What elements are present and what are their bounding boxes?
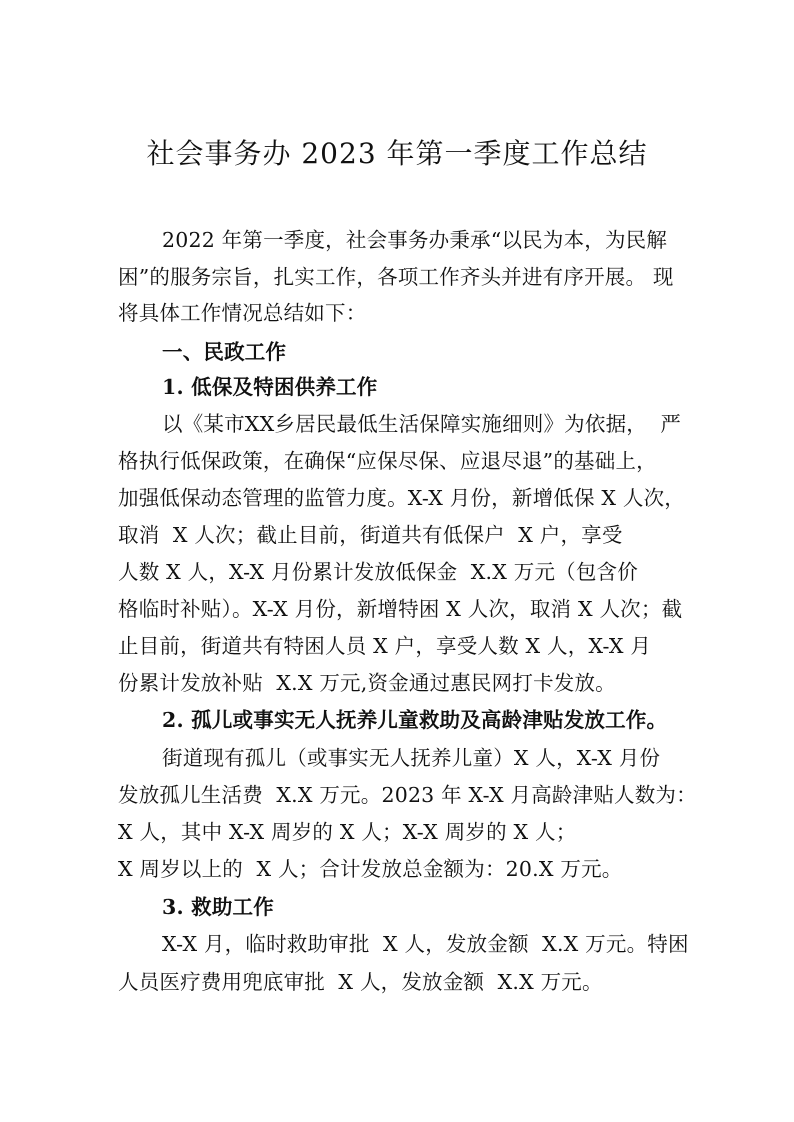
paragraph-line: 2022 年第一季度，社会事务办秉承“以民为本，为民解	[162, 228, 668, 252]
subsection-heading: 3. 救助工作	[162, 895, 274, 919]
paragraph-line: 份累计发放补贴 X.X 万元,资金通过惠民网打卡发放。	[118, 671, 616, 695]
paragraph-line: 困”的服务宗旨，扎实工作，各项工作齐头并进有序开展。 现	[118, 265, 674, 289]
paragraph-line: X 人，其中 X-X 周岁的 X 人；X-X 周岁的 X 人；	[118, 820, 577, 844]
paragraph-line: 人员医疗费用兜底审批 X 人，发放金额 X.X 万元。	[118, 970, 603, 994]
paragraph-line: 人数 X 人，X-X 月份累计发放低保金 X.X 万元（包含价	[118, 560, 638, 584]
paragraph-line: 止目前，街道共有特困人员 X 户，享受人数 X 人，X-X 月	[118, 634, 652, 658]
paragraph-line: 格临时补贴）。X-X 月份，新增特困 X 人次，取消 X 人次；截	[118, 597, 683, 621]
paragraph-line: 将具体工作情况总结如下：	[118, 301, 367, 325]
paragraph-line: 以《某市XX乡居民最低生活保障实施细则》为依据， 严	[162, 412, 682, 436]
paragraph-line: 格执行低保政策，在确保“应保尽保、应退尽退”的基础上，	[118, 449, 657, 473]
subsection-heading: 2. 孤儿或事实无人抚养儿童救助及高龄津贴发放工作。	[162, 708, 668, 732]
paragraph-line: X-X 月，临时救助审批 X 人，发放金额 X.X 万元。特困	[162, 932, 689, 956]
paragraph-line: 取消 X 人次；截止目前，街道共有低保户 X 户，享受	[118, 523, 623, 547]
paragraph-line: X 周岁以上的 X 人；合计发放总金额为：20.X 万元。	[118, 857, 623, 881]
paragraph-line: 发放孤儿生活费 X.X 万元。2023 年 X-X 月高龄津贴人数为：	[118, 783, 697, 807]
document-title: 社会事务办 2023 年第一季度工作总结	[146, 137, 648, 170]
section-heading: 一、民政工作	[162, 340, 287, 364]
paragraph-line: 加强低保动态管理的监管力度。X-X 月份，新增低保 X 人次，	[118, 486, 685, 510]
subsection-heading: 1. 低保及特困供养工作	[162, 375, 378, 399]
paragraph-line: 街道现有孤儿（或事实无人抚养儿童）X 人，X-X 月份	[162, 746, 661, 770]
